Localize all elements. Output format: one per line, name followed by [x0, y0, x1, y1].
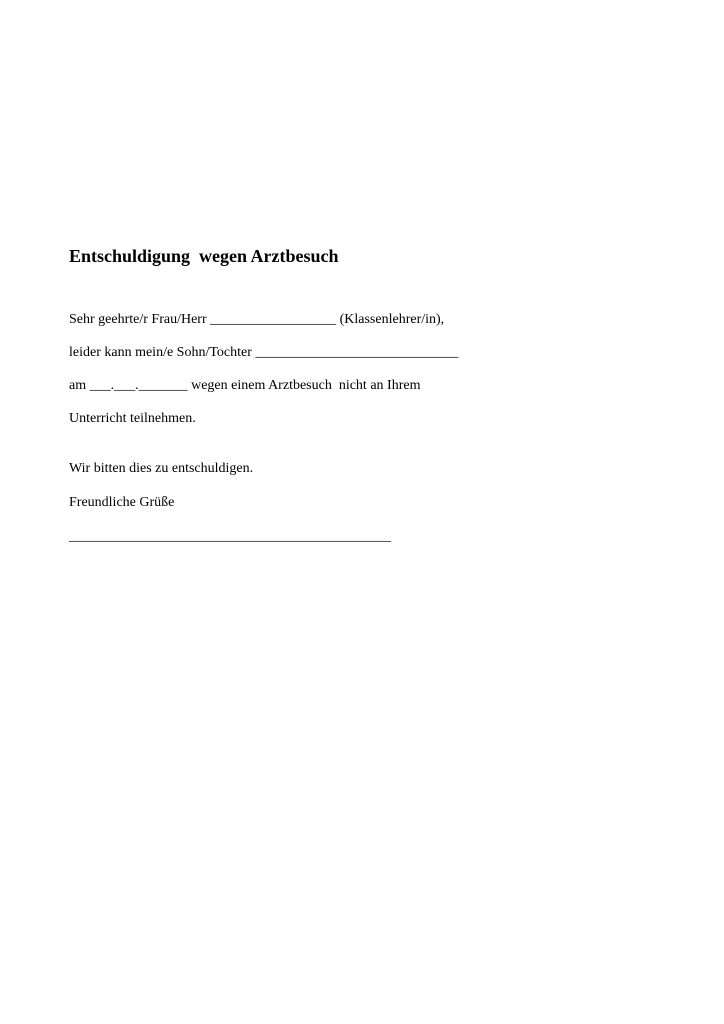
body-line-lesson: Unterricht teilnehmen. [69, 411, 196, 426]
salutation-line: Sehr geehrte/r Frau/Herr __________________ (Klassenlehrer/in), [69, 312, 445, 327]
body-line-student: leider kann mein/e Sohn/Tochter _____________________________ [69, 345, 459, 360]
closing-line: Freundliche Grüße [69, 495, 175, 510]
request-line: Wir bitten dies zu entschuldigen. [69, 461, 254, 476]
signature-line: ______________________________________________ [69, 529, 391, 544]
body-line-date: am ___.___._______ wegen einem Arztbesuch nicht an Ihrem [69, 378, 421, 393]
document-title: Entschuldigung wegen Arztbesuch [69, 246, 339, 266]
